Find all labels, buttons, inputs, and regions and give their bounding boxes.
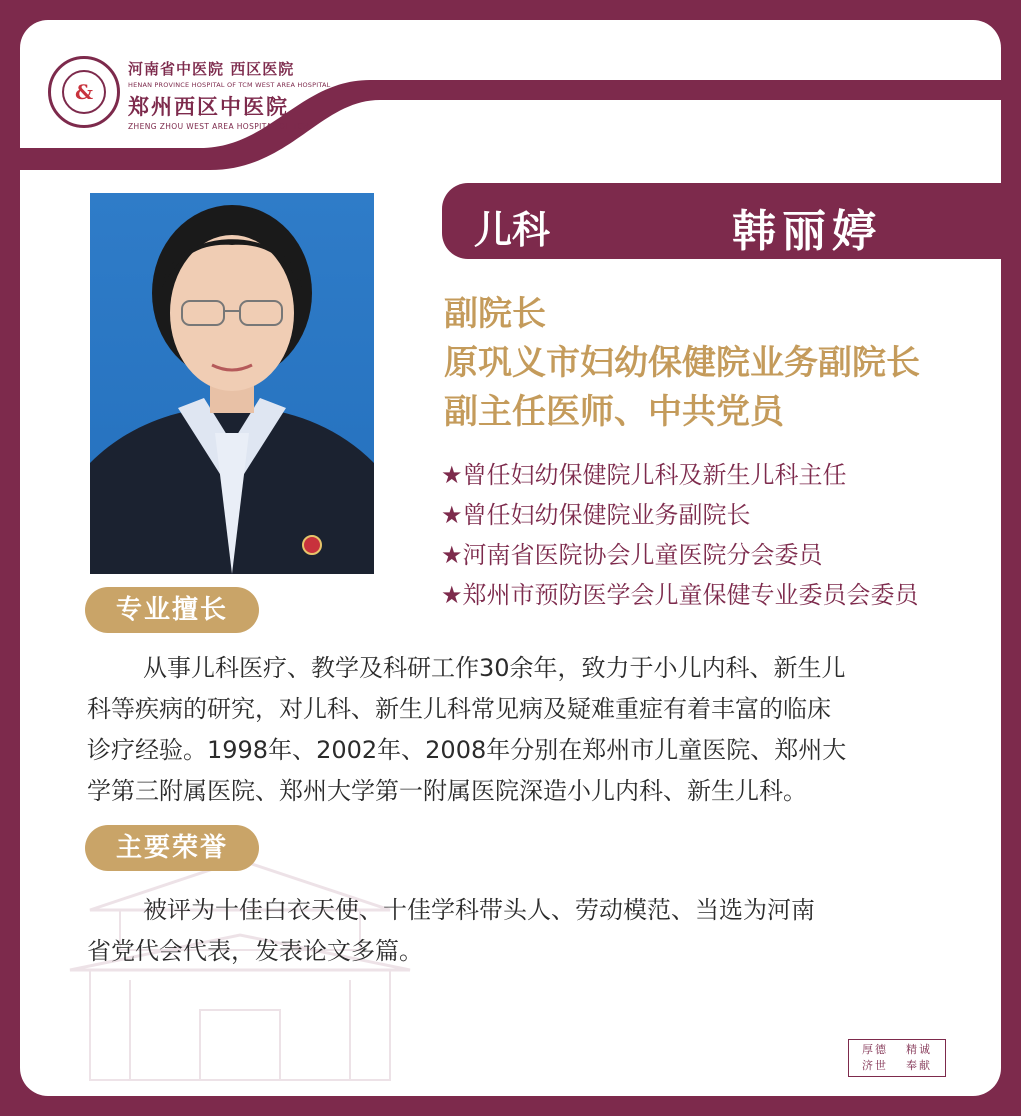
motto-word: 精诚 — [906, 1043, 932, 1056]
profile-card — [20, 20, 1001, 1096]
position-item: ★曾任妇幼保健院业务副院长 — [441, 501, 751, 529]
position-item: ★曾任妇幼保健院儿科及新生儿科主任 — [441, 461, 847, 489]
specialty-line: 科等疾病的研究，对儿科、新生儿科常见病及疑难重症有着丰富的临床 — [87, 695, 831, 723]
department-label: 儿科 — [474, 208, 551, 252]
specialty-heading: 专业擅长 — [85, 587, 259, 633]
doctor-portrait — [90, 193, 374, 574]
doctor-titles — [444, 290, 920, 437]
logo-emblem-icon: & — [62, 70, 106, 114]
motto-word: 厚德 — [862, 1043, 888, 1056]
honors-line: 省党代会代表，发表论文多篇。 — [87, 937, 423, 965]
hospital-name-cn-top: 河南省中医院 西区医院 — [128, 60, 295, 78]
hospital-name-en-top: HENAN PROVINCE HOSPITAL OF TCM WEST AREA HOSPITAL — [128, 81, 331, 89]
honors-heading: 主要荣誉 — [85, 825, 259, 871]
position-item: ★郑州市预防医学会儿童保健专业委员会委员 — [441, 581, 919, 609]
name-banner — [442, 183, 1001, 259]
motto-word: 济世 — [862, 1059, 888, 1072]
title-line: 副院长 — [444, 294, 546, 334]
position-list — [441, 455, 919, 615]
specialty-paragraph — [87, 648, 957, 812]
hospital-name-block — [128, 58, 330, 131]
specialty-line: 从事儿科医疗、教学及科研工作30余年，致力于小儿内科、新生儿 — [143, 654, 846, 682]
specialty-line: 学第三附属医院、郑州大学第一附属医院深造小儿内科、新生儿科。 — [87, 777, 807, 805]
specialty-line: 诊疗经验。1998年、2002年、2008年分别在郑州市儿童医院、郑州大 — [87, 736, 847, 764]
motto-word: 奉献 — [906, 1059, 932, 1072]
hospital-name-en-main: ZHENG ZHOU WEST AREA HOSPITAL OF TCM — [128, 122, 310, 131]
honors-line: 被评为十佳白衣天使、十佳学科带头人、劳动模范、当选为河南 — [143, 896, 815, 924]
doctor-name: 韩丽婷 — [732, 206, 882, 257]
motto-stamp — [848, 1039, 946, 1077]
hospital-logo — [48, 56, 120, 128]
title-line: 副主任医师、中共党员 — [444, 392, 784, 432]
title-line: 原巩义市妇幼保健院业务副院长 — [444, 343, 920, 383]
hospital-name-cn-main: 郑州西区中医院 — [128, 94, 289, 119]
position-item: ★河南省医院协会儿童医院分会委员 — [441, 541, 823, 569]
honors-paragraph — [87, 890, 957, 972]
